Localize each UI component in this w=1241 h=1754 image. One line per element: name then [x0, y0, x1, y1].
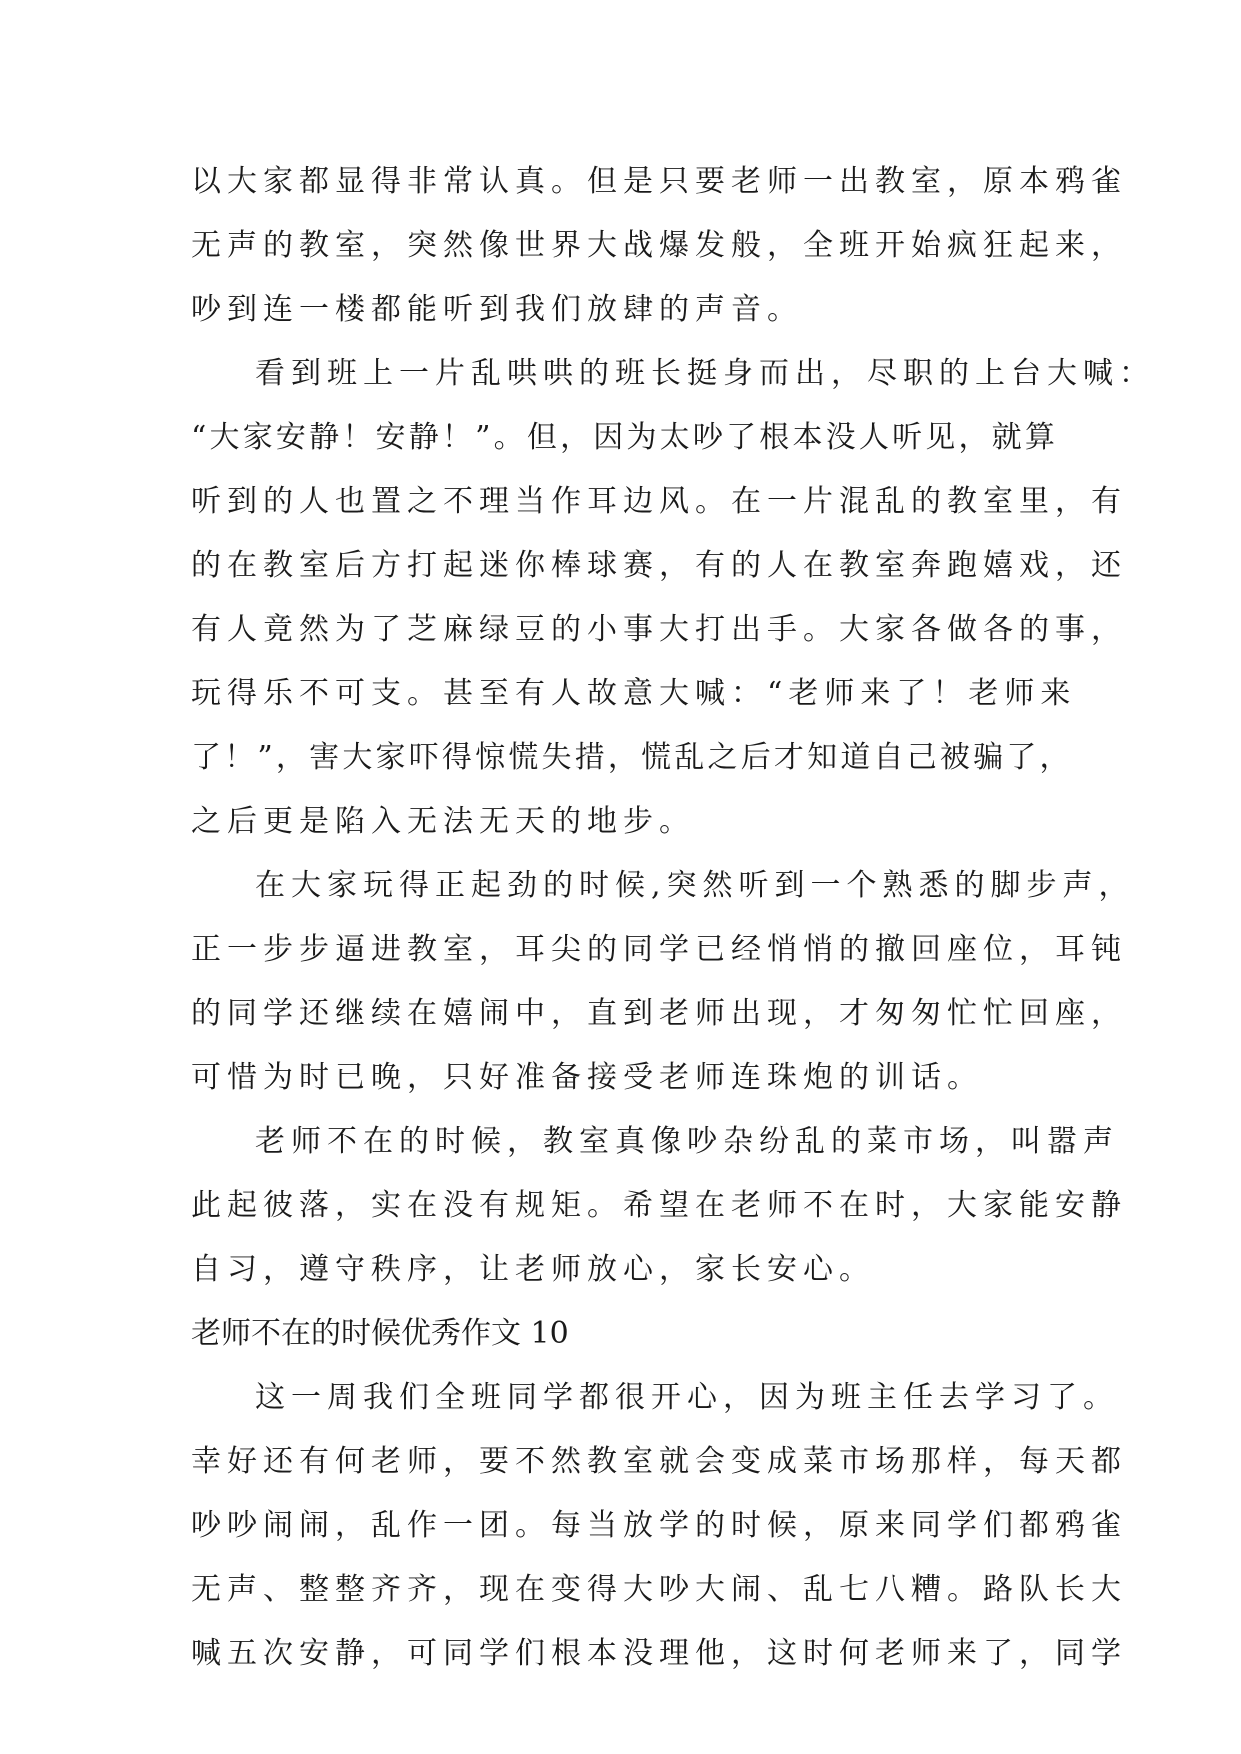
text-line: “大家安静！安静！”。但，因为太吵了根本没人听见，就算 [191, 420, 1059, 455]
text-line: 了！”，害大家吓得惊慌失措，慌乱之后才知道自己被骗了， [191, 740, 1073, 775]
text-line: 喊五次安静，可同学们根本没理他，这时何老师来了，同学 [191, 1636, 1127, 1671]
text-line: 之后更是陷入无法无天的地步。 [191, 804, 695, 839]
text-line: 可惜为时已晚，只好准备接受老师连珠炮的训话。 [191, 1060, 983, 1095]
text-line: 无声的教室，突然像世界大战爆发般，全班开始疯狂起来， [191, 228, 1127, 263]
text-line: 吵吵闹闹，乱作一团。每当放学的时候，原来同学们都鸦雀 [191, 1508, 1127, 1543]
text-line: 幸好还有何老师，要不然教室就会变成菜市场那样，每天都 [191, 1444, 1127, 1479]
text-line: 有人竟然为了芝麻绿豆的小事大打出手。大家各做各的事， [191, 612, 1127, 647]
text-line: 玩得乐不可支。甚至有人故意大喊：“老师来了！老师来 [191, 676, 1077, 711]
text-line: 以大家都显得非常认真。但是只要老师一出教室，原本鸦雀 [191, 164, 1127, 199]
paragraph-start-line: 老师不在的时候，教室真像吵杂纷乱的菜市场，叫嚣声 [255, 1124, 1119, 1159]
text-line: 听到的人也置之不理当作耳边风。在一片混乱的教室里，有 [191, 484, 1127, 519]
text-line: 自习，遵守秩序，让老师放心，家长安心。 [191, 1252, 875, 1287]
text-line: 无声、整整齐齐，现在变得大吵大闹、乱七八糟。路队长大 [191, 1572, 1127, 1607]
paragraph-start-line: 看到班上一片乱哄哄的班长挺身而出，尽职的上台大喊： [255, 356, 1155, 391]
text-line: 吵到连一楼都能听到我们放肆的声音。 [191, 292, 803, 327]
text-line: 的同学还继续在嬉闹中，直到老师出现，才匆匆忙忙回座， [191, 996, 1127, 1031]
document-body [191, 150, 1155, 1686]
paragraph-start-line: 在大家玩得正起劲的时候,突然听到一个熟悉的脚步声， [255, 868, 1135, 903]
text-line: 正一步步逼进教室，耳尖的同学已经悄悄的撤回座位，耳钝 [191, 932, 1127, 967]
text-line: 的在教室后方打起迷你棒球赛，有的人在教室奔跑嬉戏，还 [191, 548, 1127, 583]
text-line: 此起彼落，实在没有规矩。希望在老师不在时，大家能安静 [191, 1188, 1127, 1223]
section-heading: 老师不在的时候优秀作文 10 [191, 1316, 569, 1351]
paragraph-start-line: 这一周我们全班同学都很开心，因为班主任去学习了。 [255, 1380, 1119, 1415]
